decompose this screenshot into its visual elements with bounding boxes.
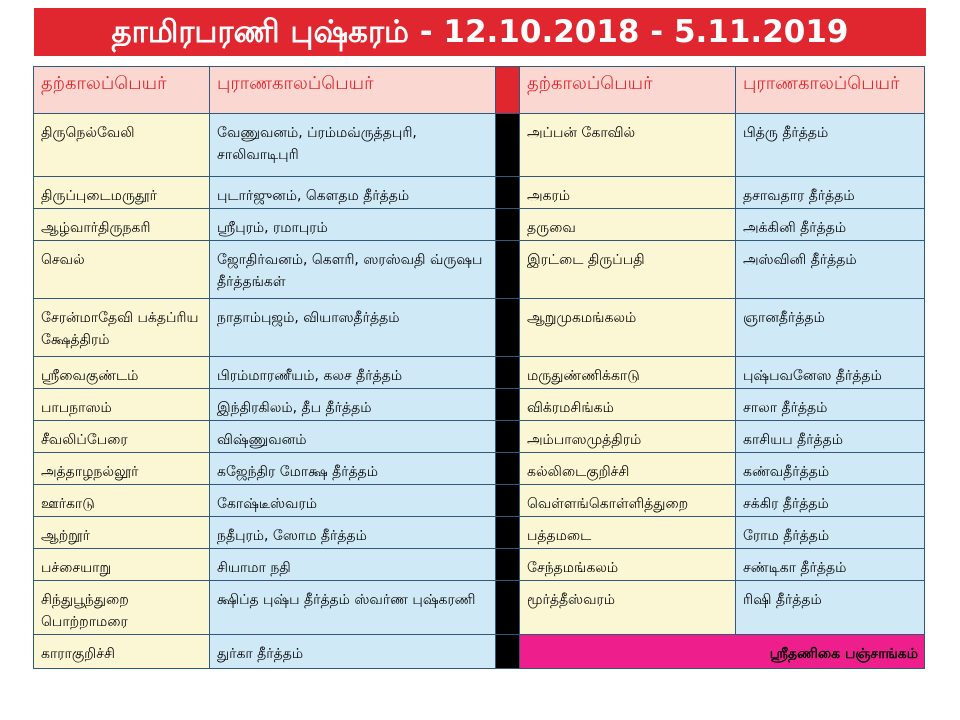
ancient-name-cell: சக்கிர தீர்த்தம் [736, 485, 925, 517]
current-name-cell: காராகுறிச்சி [34, 635, 210, 669]
ancient-name-cell: சாலா தீர்த்தம் [736, 389, 925, 421]
table-row [34, 357, 925, 389]
column-divider [496, 517, 520, 549]
column-divider [496, 357, 520, 389]
current-name-cell: ஆழ்வார்திருநகரி [34, 209, 210, 241]
current-name-cell: சீவலிப்பேரை [34, 421, 210, 453]
column-divider [496, 635, 520, 669]
table-row [34, 209, 925, 241]
header-ancient-name-right: புராணகாலப்பெயர் [736, 67, 925, 114]
ancient-name-cell: ஸ்ரீபுரம், ரமாபுரம் [210, 209, 496, 241]
header-ancient-name-left: புராணகாலப்பெயர் [210, 67, 496, 114]
ancient-name-cell: கண்வதீர்த்தம் [736, 453, 925, 485]
ancient-name-cell: அஸ்வினி தீர்த்தம் [736, 241, 925, 299]
column-divider [496, 114, 520, 177]
current-name-cell: திருநெல்வேலி [34, 114, 210, 177]
header-current-name-right: தற்காலப்பெயர் [520, 67, 736, 114]
ancient-name-cell: நதீபுரம், ஸோம தீர்த்தம் [210, 517, 496, 549]
footer-brand-label: ஸ்ரீதணிகை பஞ்சாங்கம் [520, 635, 925, 669]
current-name-cell: செவல் [34, 241, 210, 299]
table-row [34, 581, 925, 635]
current-name-cell: சேரன்மாதேவி பக்தப்ரிய க்ஷேத்திரம் [34, 299, 210, 357]
ancient-name-cell: கஜேந்திர மோக்ஷ தீர்த்தம் [210, 453, 496, 485]
column-divider [496, 453, 520, 485]
table-row [34, 177, 925, 209]
ancient-name-cell: ரிஷி தீர்த்தம் [736, 581, 925, 635]
table-row [34, 389, 925, 421]
column-divider [496, 209, 520, 241]
header-row [34, 67, 925, 114]
ancient-name-cell: வேணுவனம், ப்ரம்மவ்ருத்தபுரி, சாலிவாடிபுரி [210, 114, 496, 177]
table-row [34, 517, 925, 549]
column-divider [496, 177, 520, 209]
ancient-name-cell: பிரம்மாரணீயம், கலச தீர்த்தம் [210, 357, 496, 389]
ancient-name-cell: சண்டிகா தீர்த்தம் [736, 549, 925, 581]
ancient-name-cell: ஞானதீர்த்தம் [736, 299, 925, 357]
current-name-cell: தருவை [520, 209, 736, 241]
table-row [34, 549, 925, 581]
column-divider [496, 549, 520, 581]
ancient-name-cell: பித்ரு தீர்த்தம் [736, 114, 925, 177]
ancient-name-cell: தசாவதார தீர்த்தம் [736, 177, 925, 209]
current-name-cell: ஸ்ரீவைகுண்டம் [34, 357, 210, 389]
current-name-cell: விக்ரமசிங்கம் [520, 389, 736, 421]
ancient-name-cell: ஜோதிர்வனம், கௌரி, ஸரஸ்வதி வ்ருஷப தீர்த்தங்கள் [210, 241, 496, 299]
current-name-cell: ஊர்காடு [34, 485, 210, 517]
ancient-name-cell: இந்திரகிலம், தீப தீர்த்தம் [210, 389, 496, 421]
current-name-cell: பச்சையாறு [34, 549, 210, 581]
current-name-cell: பாபநாஸம் [34, 389, 210, 421]
table-row [34, 453, 925, 485]
ancient-name-cell: நாதாம்புஜம், வியாஸதீர்த்தம் [210, 299, 496, 357]
current-name-cell: மூர்த்தீஸ்வரம் [520, 581, 736, 635]
ancient-name-cell: சியாமா நதி [210, 549, 496, 581]
current-name-cell: ஆற்றூர் [34, 517, 210, 549]
current-name-cell: பத்தமடை [520, 517, 736, 549]
current-name-cell: மருதுண்ணிக்காடு [520, 357, 736, 389]
ancient-name-cell: ரோம தீர்த்தம் [736, 517, 925, 549]
current-name-cell: ஆறுமுகமங்கலம் [520, 299, 736, 357]
current-name-cell: சேந்தமங்கலம் [520, 549, 736, 581]
table-row [34, 485, 925, 517]
table-row [34, 114, 925, 177]
current-name-cell: அகரம் [520, 177, 736, 209]
table-row [34, 299, 925, 357]
column-divider [496, 389, 520, 421]
table-row [34, 635, 925, 669]
column-divider [496, 241, 520, 299]
header-current-name-left: தற்காலப்பெயர் [34, 67, 210, 114]
column-divider [496, 581, 520, 635]
column-divider [496, 485, 520, 517]
current-name-cell: அப்பன் கோவில் [520, 114, 736, 177]
current-name-cell: அம்பாஸமுத்திரம் [520, 421, 736, 453]
column-divider-head [496, 67, 520, 114]
current-name-cell: கல்லிடைகுறிச்சி [520, 453, 736, 485]
ancient-name-cell: கோஷ்டீஸ்வரம் [210, 485, 496, 517]
table-row [34, 421, 925, 453]
ancient-name-cell: விஷ்ணுவனம் [210, 421, 496, 453]
page-title: தாமிரபரணி புஷ்கரம் - 12.10.2018 - 5.11.2019 [34, 8, 926, 56]
current-name-cell: சிந்துபூந்துறை பொற்றாமரை [34, 581, 210, 635]
ancient-name-cell: துர்கா தீர்த்தம் [210, 635, 496, 669]
current-name-cell: திருப்புடைமருதூர் [34, 177, 210, 209]
column-divider [496, 299, 520, 357]
current-name-cell: அத்தாழநல்லூர் [34, 453, 210, 485]
ancient-name-cell: புடார்ஜுனம், கௌதம தீர்த்தம் [210, 177, 496, 209]
pushkaram-table [33, 66, 925, 669]
ancient-name-cell: காசியப தீர்த்தம் [736, 421, 925, 453]
ancient-name-cell: புஷ்பவனேஸ தீர்த்தம் [736, 357, 925, 389]
column-divider [496, 421, 520, 453]
table-row [34, 241, 925, 299]
ancient-name-cell: அக்கினி தீர்த்தம் [736, 209, 925, 241]
current-name-cell: வெள்ளங்கொள்ளித்துறை [520, 485, 736, 517]
current-name-cell: இரட்டை திருப்பதி [520, 241, 736, 299]
ancient-name-cell: க்ஷிப்த புஷ்ப தீர்த்தம் ஸ்வர்ண புஷ்கரணி [210, 581, 496, 635]
